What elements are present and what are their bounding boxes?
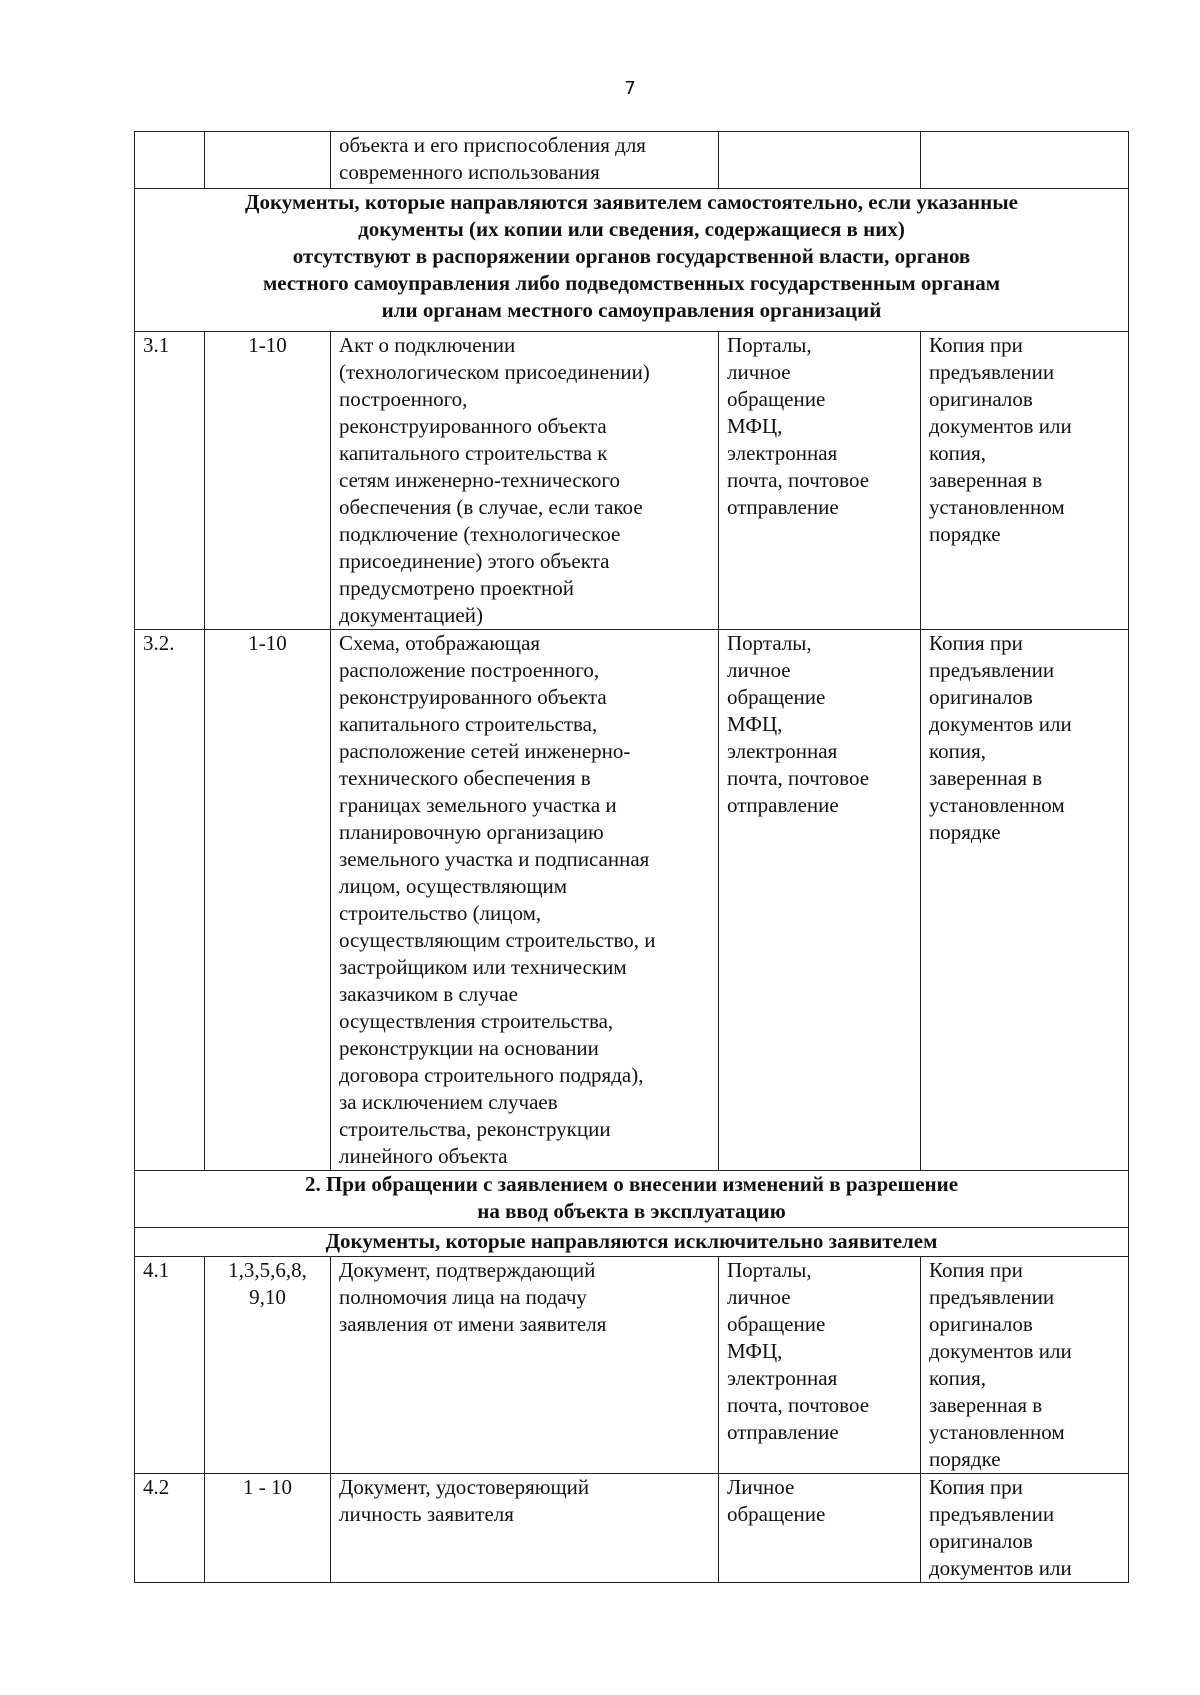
channel-cell: Порталы, личное обращение МФЦ, электронная почта, почтовое отправление: [719, 332, 921, 630]
section-header-row: [135, 1171, 1129, 1228]
applicants-cell: 1,3,5,6,8, 9,10: [205, 1257, 331, 1474]
section-header-row: [135, 1228, 1129, 1257]
number-cell: 3.2.: [135, 630, 205, 1171]
applicants-cell: 1-10: [205, 332, 331, 630]
form-cell: Копия при предъявлении оригиналов документов или копия, заверенная в установленном порядке: [921, 1257, 1129, 1474]
table-row: [135, 132, 1129, 189]
channel-cell: Порталы, личное обращение МФЦ, электронная почта, почтовое отправление: [719, 630, 921, 1171]
channel-cell: [719, 132, 921, 189]
applicants-cell: [205, 132, 331, 189]
section-heading-applicant-only-documents: Документы, которые направляются исключительно заявителем: [135, 1228, 1129, 1257]
number-cell: 3.1: [135, 332, 205, 630]
form-cell: Копия при предъявлении оригиналов документов или: [921, 1474, 1129, 1583]
number-cell: 4.1: [135, 1257, 205, 1474]
documents-table: [134, 131, 1129, 1583]
form-cell: [921, 132, 1129, 189]
form-cell: Копия при предъявлении оригиналов документов или копия, заверенная в установленном порядке: [921, 332, 1129, 630]
form-cell: Копия при предъявлении оригиналов документов или копия, заверенная в установленном порядке: [921, 630, 1129, 1171]
section-header-row: [135, 189, 1129, 332]
number-cell: [135, 132, 205, 189]
table-row: [135, 1474, 1129, 1583]
document-cell: Документ, подтверждающий полномочия лица на подачу заявления от имени заявителя: [331, 1257, 719, 1474]
document-cell: Документ, удостоверяющий личность заявителя: [331, 1474, 719, 1583]
applicants-cell: 1-10: [205, 630, 331, 1171]
table-row: [135, 332, 1129, 630]
number-cell: 4.2: [135, 1474, 205, 1583]
document-cell: Схема, отображающая расположение построенного, реконструированного объекта капитального строительства, расположение сетей инженерно- технического обеспечения в границах земельного участка и планировочную организацию земельного участка и подписанная лицом, осуществляющим строительство (лицом, осуществляющим строительство, и застройщиком или техническим заказчиком в случае осуществления строительства, реконструкции на основании договора строительного подряда), за исключением случаев строительства, реконструкции линейного объекта: [331, 630, 719, 1171]
page-number: 7: [624, 78, 636, 99]
channel-cell: Личное обращение: [719, 1474, 921, 1583]
document-cell: Акт о подключении (технологическом присоединении) построенного, реконструированного объекта капитального строительства к сетям инженерно-технического обеспечения (в случае, если такое подключение (технологическое присоединение) этого объекта предусмотрено проектной документацией): [331, 332, 719, 630]
table-row: [135, 630, 1129, 1171]
table-row: [135, 1257, 1129, 1474]
section-heading-amendment-request: 2. При обращении с заявлением о внесении изменений в разрешение на ввод объекта в эксплуатацию: [135, 1171, 1129, 1228]
applicants-cell: 1 - 10: [205, 1474, 331, 1583]
section-heading-independent-documents: Документы, которые направляются заявителем самостоятельно, если указанные документы (их копии или сведения, содержащиеся в них) отсутствуют в распоряжении органов государственной власти, органов местного самоуправления либо подведомственных государственным органам или органам местного самоуправления организаций: [135, 189, 1129, 332]
channel-cell: Порталы, личное обращение МФЦ, электронная почта, почтовое отправление: [719, 1257, 921, 1474]
document-cell: объекта и его приспособления для современного использования: [331, 132, 719, 189]
